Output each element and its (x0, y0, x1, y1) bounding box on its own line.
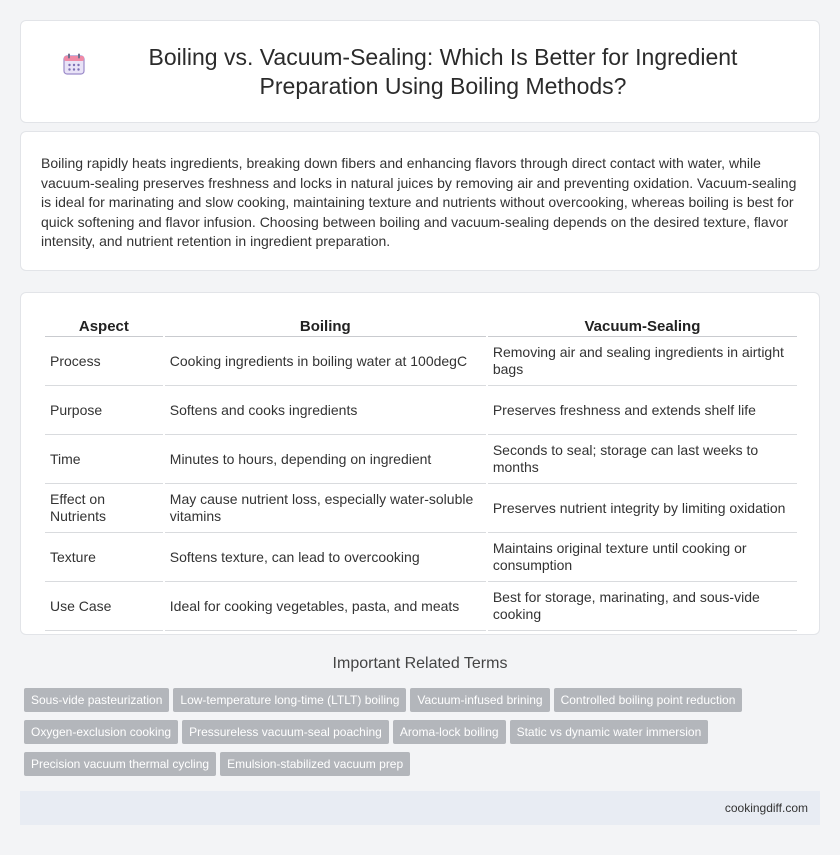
comparison-table-card (20, 292, 820, 635)
table-row (45, 435, 797, 484)
cell-boiling: Softens texture, can lead to overcooking (165, 533, 486, 582)
cell-aspect: Purpose (45, 386, 163, 435)
table-row (45, 386, 797, 435)
cell-boiling: May cause nutrient loss, especially water-soluble vitamins (165, 484, 486, 533)
table-row (45, 582, 797, 631)
cell-boiling: Minutes to hours, depending on ingredient (165, 435, 486, 484)
table-row (45, 484, 797, 533)
cell-aspect: Use Case (45, 582, 163, 631)
title-wrap (61, 43, 779, 101)
cell-vacuum-sealing: Best for storage, marinating, and sous-vide cooking (488, 582, 797, 631)
related-term-tag[interactable]: Low-temperature long-time (LTLT) boiling (173, 688, 406, 712)
header-aspect: Aspect (45, 315, 163, 337)
cell-aspect: Texture (45, 533, 163, 582)
table-row (45, 337, 797, 386)
intro-paragraph: Boiling rapidly heats ingredients, breaking down fibers and enhancing flavors through direct contact with water, while vacuum-sealing preserves freshness and locks in natural juices by removing air and preventing oxidation. Vacuum-sealing is ideal for marinating and slow cooking, maintaining texture and nutrients without overcooking, whereas boiling is best for quick softening and flavor infusion. Choosing between boiling and vacuum-sealing depends on the desired texture, flavor intensity, and nutrient retention in ingredient preparation. (41, 155, 797, 250)
related-term-tag[interactable]: Pressureless vacuum-seal poaching (182, 720, 389, 744)
cell-aspect: Effect on Nutrients (45, 484, 163, 533)
related-term-tag[interactable]: Vacuum-infused brining (410, 688, 549, 712)
cell-vacuum-sealing: Removing air and sealing ingredients in airtight bags (488, 337, 797, 386)
cell-vacuum-sealing: Maintains original texture until cooking or consumption (488, 533, 797, 582)
related-term-tag[interactable]: Sous-vide pasteurization (24, 688, 169, 712)
header-vacuum-sealing: Vacuum-Sealing (488, 315, 797, 337)
header-card (20, 20, 820, 123)
related-terms-list (24, 688, 824, 784)
comparison-table (43, 315, 799, 631)
cell-vacuum-sealing: Preserves freshness and extends shelf life (488, 386, 797, 435)
header-boiling: Boiling (165, 315, 486, 337)
related-term-tag[interactable]: Emulsion-stabilized vacuum prep (220, 752, 410, 776)
table-header-row (45, 315, 797, 337)
calendar-icon (61, 51, 87, 77)
footer (20, 791, 820, 825)
footer-site-link[interactable]: cookingdiff.com (724, 801, 808, 815)
cell-vacuum-sealing: Preserves nutrient integrity by limiting oxidation (488, 484, 797, 533)
related-term-tag[interactable]: Static vs dynamic water immersion (510, 720, 709, 744)
cell-boiling: Cooking ingredients in boiling water at 100degC (165, 337, 486, 386)
cell-boiling: Ideal for cooking vegetables, pasta, and meats (165, 582, 486, 631)
intro-card (20, 131, 820, 271)
cell-aspect: Time (45, 435, 163, 484)
related-term-tag[interactable]: Controlled boiling point reduction (554, 688, 743, 712)
related-term-tag[interactable]: Oxygen-exclusion cooking (24, 720, 178, 744)
page-title: Boiling vs. Vacuum-Sealing: Which Is Better for Ingredient Preparation Using Boiling Methods? (148, 43, 738, 99)
cell-vacuum-sealing: Seconds to seal; storage can last weeks to months (488, 435, 797, 484)
related-terms-title: Important Related Terms (332, 655, 508, 672)
table-row (45, 533, 797, 582)
cell-aspect: Process (45, 337, 163, 386)
related-term-tag[interactable]: Aroma-lock boiling (393, 720, 506, 744)
cell-boiling: Softens and cooks ingredients (165, 386, 486, 435)
related-term-tag[interactable]: Precision vacuum thermal cycling (24, 752, 216, 776)
